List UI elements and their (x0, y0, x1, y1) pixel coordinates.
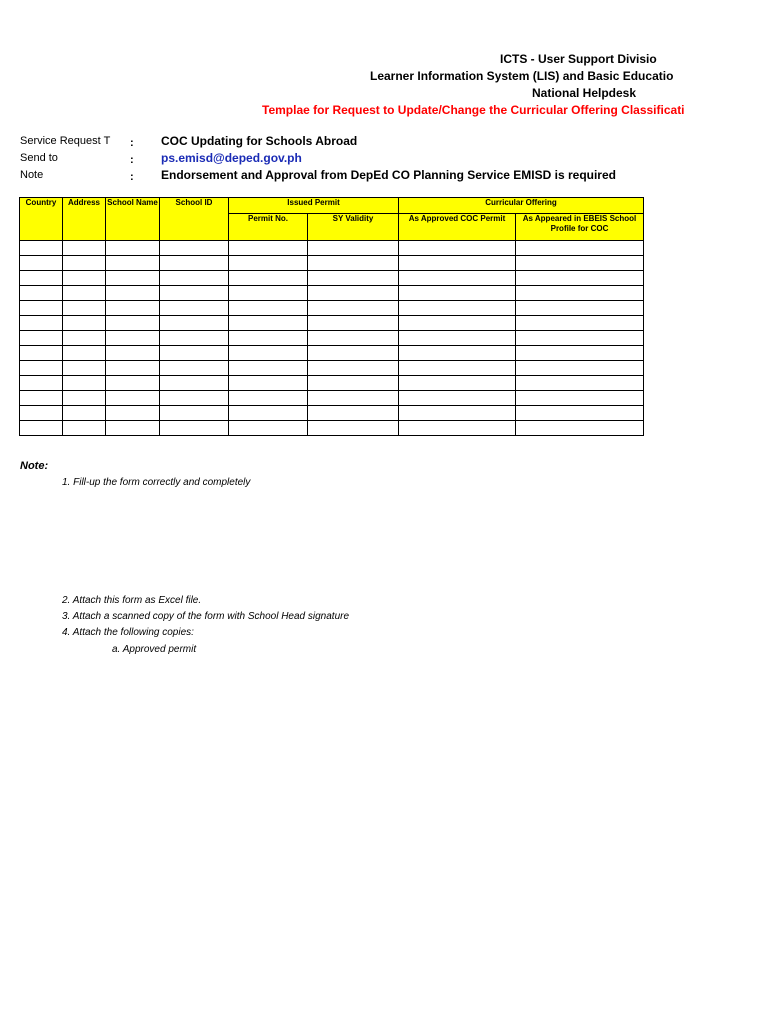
table-cell[interactable] (106, 256, 160, 271)
table-cell[interactable] (229, 301, 308, 316)
table-cell[interactable] (516, 271, 644, 286)
table-cell[interactable] (308, 271, 399, 286)
table-cell[interactable] (399, 241, 516, 256)
table-row (20, 271, 644, 286)
table-cell[interactable] (308, 331, 399, 346)
table-cell[interactable] (399, 391, 516, 406)
table-cell[interactable] (160, 331, 229, 346)
table-cell[interactable] (63, 271, 106, 286)
table-cell[interactable] (229, 241, 308, 256)
table-cell[interactable] (20, 256, 63, 271)
table-row (20, 406, 644, 421)
request-table (19, 197, 644, 436)
table-cell[interactable] (308, 361, 399, 376)
table-cell[interactable] (106, 361, 160, 376)
table-cell[interactable] (229, 361, 308, 376)
table-cell[interactable] (106, 391, 160, 406)
table-row (20, 361, 644, 376)
notes-title: Note: (20, 460, 49, 472)
table-cell[interactable] (20, 286, 63, 301)
table-cell[interactable] (308, 301, 399, 316)
table-cell[interactable] (106, 271, 160, 286)
send-to-label: Send to (20, 152, 58, 164)
table-cell[interactable] (106, 421, 160, 436)
table-cell[interactable] (229, 316, 308, 331)
table-cell[interactable] (516, 286, 644, 301)
table-cell[interactable] (516, 241, 644, 256)
system-title: Learner Information System (LIS) and Basic Educatio (370, 69, 674, 83)
table-cell[interactable] (106, 316, 160, 331)
division-title: ICTS - User Support Divisio (500, 52, 657, 66)
school-name-header: School Name (106, 198, 160, 241)
note-item-4: 4. Attach the following copies: (62, 627, 194, 638)
table-cell[interactable] (20, 421, 63, 436)
template-title: Templae for Request to Update/Change the Curricular Offering Classificati (262, 103, 685, 117)
note-item-2: 2. Attach this form as Excel file. (62, 595, 202, 606)
table-cell[interactable] (63, 286, 106, 301)
as-appeared-header: As Appeared in EBEIS School Profile for COC (516, 214, 644, 241)
service-request-value: COC Updating for Schools Abroad (161, 134, 358, 148)
table-cell[interactable] (399, 376, 516, 391)
table-cell[interactable] (106, 406, 160, 421)
table-cell[interactable] (399, 421, 516, 436)
table-cell[interactable] (63, 346, 106, 361)
issued-permit-header: Issued Permit (229, 198, 399, 214)
school-id-header: School ID (160, 198, 229, 241)
table-row (20, 376, 644, 391)
table-cell[interactable] (106, 376, 160, 391)
table-cell[interactable] (160, 286, 229, 301)
note-item-4a: a. Approved permit (112, 644, 197, 655)
table-cell[interactable] (160, 256, 229, 271)
table-cell[interactable] (516, 376, 644, 391)
table-cell[interactable] (63, 301, 106, 316)
table-cell[interactable] (106, 331, 160, 346)
table-cell[interactable] (229, 271, 308, 286)
table-cell[interactable] (63, 241, 106, 256)
table-cell[interactable] (516, 361, 644, 376)
table-cell[interactable] (160, 361, 229, 376)
table-cell[interactable] (20, 271, 63, 286)
table-cell[interactable] (229, 331, 308, 346)
table-cell[interactable] (160, 316, 229, 331)
table-cell[interactable] (160, 301, 229, 316)
sy-validity-header: SY Validity (308, 214, 399, 241)
table-cell[interactable] (229, 346, 308, 361)
table-cell[interactable] (160, 421, 229, 436)
table-cell[interactable] (160, 376, 229, 391)
table-row (20, 346, 644, 361)
table-cell[interactable] (106, 346, 160, 361)
table-cell[interactable] (20, 406, 63, 421)
table-cell[interactable] (229, 391, 308, 406)
table-cell[interactable] (63, 256, 106, 271)
table-cell[interactable] (308, 406, 399, 421)
table-cell[interactable] (229, 406, 308, 421)
table-cell[interactable] (106, 241, 160, 256)
table-cell[interactable] (63, 376, 106, 391)
table-cell[interactable] (308, 286, 399, 301)
table-cell[interactable] (516, 331, 644, 346)
table-cell[interactable] (63, 331, 106, 346)
table-cell[interactable] (229, 256, 308, 271)
table-cell[interactable] (160, 391, 229, 406)
note-item-1: 1. Fill-up the form correctly and completely (62, 477, 251, 488)
table-row (20, 316, 644, 331)
table-cell[interactable] (20, 376, 63, 391)
table-cell[interactable] (399, 256, 516, 271)
table-cell[interactable] (63, 316, 106, 331)
table-cell[interactable] (399, 331, 516, 346)
table-cell[interactable] (399, 271, 516, 286)
table-cell[interactable] (308, 346, 399, 361)
table-cell[interactable] (106, 301, 160, 316)
table-cell[interactable] (399, 361, 516, 376)
note-label: Note (20, 169, 44, 181)
table-row (20, 286, 644, 301)
table-cell[interactable] (516, 301, 644, 316)
table-cell[interactable] (399, 301, 516, 316)
table-cell[interactable] (63, 406, 106, 421)
send-to-email-link[interactable]: ps.emisd@deped.gov.ph (161, 151, 302, 165)
table-cell[interactable] (20, 361, 63, 376)
table-row (20, 331, 644, 346)
table-cell[interactable] (399, 346, 516, 361)
curricular-offering-header: Curricular Offering (399, 198, 644, 214)
table-cell[interactable] (308, 316, 399, 331)
table-row (20, 256, 644, 271)
table-cell[interactable] (229, 376, 308, 391)
table-row (20, 241, 644, 256)
note-item-3: 3. Attach a scanned copy of the form with School Head signature (62, 611, 350, 622)
table-cell[interactable] (106, 286, 160, 301)
table-cell[interactable] (160, 346, 229, 361)
table-cell[interactable] (516, 391, 644, 406)
note-value: Endorsement and Approval from DepEd CO Planning Service EMISD is required (161, 168, 616, 182)
table-cell[interactable] (516, 346, 644, 361)
table-cell[interactable] (308, 376, 399, 391)
table-cell[interactable] (308, 391, 399, 406)
table-row (20, 301, 644, 316)
colon: : (130, 137, 134, 149)
table-cell[interactable] (20, 241, 63, 256)
service-request-label: Service Request T (20, 135, 111, 147)
table-cell[interactable] (20, 391, 63, 406)
table-cell[interactable] (308, 256, 399, 271)
table-cell[interactable] (160, 406, 229, 421)
table-body (20, 241, 644, 436)
table-cell[interactable] (160, 271, 229, 286)
table-cell[interactable] (399, 286, 516, 301)
colon: : (130, 154, 134, 166)
table-cell[interactable] (516, 406, 644, 421)
table-cell[interactable] (20, 331, 63, 346)
table-cell[interactable] (229, 421, 308, 436)
table-cell[interactable] (516, 421, 644, 436)
table-row (20, 421, 644, 436)
table-cell[interactable] (399, 406, 516, 421)
table-cell[interactable] (20, 316, 63, 331)
table-cell[interactable] (229, 286, 308, 301)
country-header: Country (20, 198, 63, 241)
table-cell[interactable] (63, 391, 106, 406)
table-cell[interactable] (20, 346, 63, 361)
table-cell[interactable] (399, 316, 516, 331)
table-cell[interactable] (516, 316, 644, 331)
table-cell[interactable] (160, 241, 229, 256)
table-cell[interactable] (308, 241, 399, 256)
as-approved-header: As Approved COC Permit (399, 214, 516, 241)
table-cell[interactable] (20, 301, 63, 316)
colon: : (130, 171, 134, 183)
permit-no-header: Permit No. (229, 214, 308, 241)
address-header: Address (63, 198, 106, 241)
helpdesk-title: National Helpdesk (532, 86, 637, 100)
table-row (20, 391, 644, 406)
table-cell[interactable] (63, 421, 106, 436)
table-cell[interactable] (308, 421, 399, 436)
table-cell[interactable] (516, 256, 644, 271)
table-cell[interactable] (63, 361, 106, 376)
